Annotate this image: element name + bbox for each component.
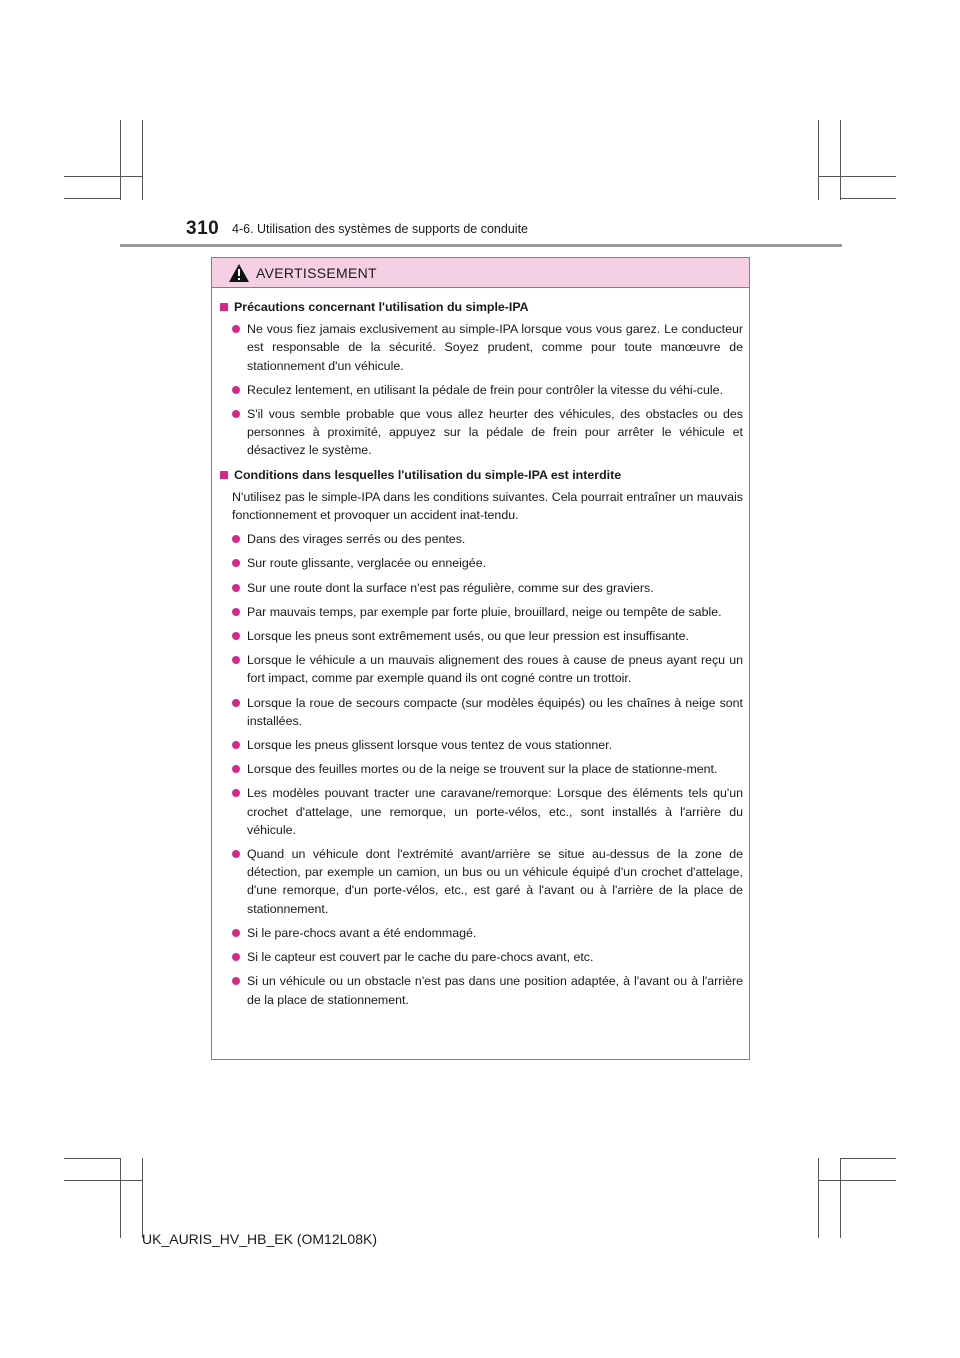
list-item: Lorsque la roue de secours compacte (sur modèles équipés) ou les chaînes à neige sont installées. — [232, 694, 743, 730]
crop-mark — [120, 1158, 121, 1238]
square-bullet-icon — [220, 303, 228, 311]
header-rule — [120, 244, 842, 247]
bullet-dot-icon — [232, 741, 240, 749]
bullet-dot-icon — [232, 699, 240, 707]
list-item: Lorsque le véhicule a un mauvais alignement des roues à cause de pneus ayant reçu un fort impact, comme par exemple quand ils ont cogné contre un trottoir. — [232, 651, 743, 687]
crop-mark — [840, 1158, 896, 1159]
bullet-dot-icon — [232, 535, 240, 543]
bullet-dot-icon — [232, 850, 240, 858]
list-item: Lorsque les pneus sont extrêmement usés, ou que leur pression est insuffisante. — [232, 627, 743, 645]
bullet-dot-icon — [232, 410, 240, 418]
list-item: Sur une route dont la surface n'est pas régulière, comme sur des graviers. — [232, 579, 743, 597]
list-item: S'il vous semble probable que vous allez heurter des véhicules, des obstacles ou des personnes à proximité, appuyez sur la pédale de frein pour arrêter le véhicule et désactivez le système. — [232, 405, 743, 460]
bullet-dot-icon — [232, 765, 240, 773]
warning-header — [212, 258, 749, 288]
list-item: Sur route glissante, verglacée ou enneigée. — [232, 554, 743, 572]
crop-mark — [840, 1158, 841, 1238]
section-title: 4-6. Utilisation des systèmes de supports de conduite — [232, 222, 528, 236]
bullet-dot-icon — [232, 789, 240, 797]
bullet-dot-icon — [232, 325, 240, 333]
bullet-dot-icon — [232, 584, 240, 592]
crop-mark — [120, 120, 121, 200]
crop-mark — [64, 198, 120, 199]
footer-code: UK_AURIS_HV_HB_EK (OM12L08K) — [142, 1231, 377, 1247]
crop-mark — [818, 176, 896, 177]
crop-mark — [818, 120, 819, 200]
warning-box — [211, 257, 750, 1060]
section-heading-text: Précautions concernant l'utilisation du simple-IPA — [234, 300, 529, 314]
list-item: Quand un véhicule dont l'extrémité avant/arrière se situe au-dessus de la zone de détection, par exemple un camion, un bus ou un véhicule équipé d'un crochet d'attelage, d'une remorque, d'un porte-vélos, etc., est garé à l'avant ou à l'arrière de la place de stationnement. — [232, 845, 743, 918]
list-item: Lorsque des feuilles mortes ou de la neige se trouvent sur la place de stationne-ment. — [232, 760, 743, 778]
crop-mark — [142, 1158, 143, 1238]
section-intro: N'utilisez pas le simple-IPA dans les conditions suivantes. Cela pourrait entraîner un mauvais fonctionnement et provoquer un accident inat-tendu. — [232, 489, 743, 523]
section-heading-text: Conditions dans lesquelles l'utilisation du simple-IPA est interdite — [234, 467, 622, 482]
crop-mark — [142, 120, 143, 200]
bullet-dot-icon — [232, 632, 240, 640]
warning-body — [212, 288, 749, 1009]
bullet-dot-icon — [232, 559, 240, 567]
bullet-dot-icon — [232, 929, 240, 937]
crop-mark — [64, 176, 142, 177]
crop-mark — [818, 1180, 896, 1181]
warning-title: AVERTISSEMENT — [256, 264, 377, 281]
bullet-dot-icon — [232, 977, 240, 985]
list-item: Si un véhicule ou un obstacle n'est pas dans une position adaptée, à l'avant ou à l'arrière de la place de stationnement. — [232, 972, 743, 1008]
list-item: Si le pare-chocs avant a été endommagé. — [232, 924, 743, 942]
list-item: Ne vous fiez jamais exclusivement au simple-IPA lorsque vous vous garez. Le conducteur est responsable de la sécurité. Soyez prudent, comme pour toute manœuvre de stationnement d'un véhicule. — [232, 320, 743, 375]
warning-triangle-icon — [228, 263, 250, 283]
crop-mark — [840, 120, 841, 200]
list-item: Par mauvais temps, par exemple par forte pluie, brouillard, neige ou tempête de sable. — [232, 603, 743, 621]
list-item: Si le capteur est couvert par le cache du pare-chocs avant, etc. — [232, 948, 743, 966]
list-item: Les modèles pouvant tracter une caravane/remorque: Lorsque des éléments tels qu'un crochet d'attelage, une remorque, un porte-vélos, etc., sont installés à l'arrière du véhicule. — [232, 784, 743, 839]
crop-mark — [840, 198, 896, 199]
square-bullet-icon — [220, 471, 228, 479]
list-item: Reculez lentement, en utilisant la pédale de frein pour contrôler la vitesse du véhi-cule. — [232, 381, 743, 399]
section-heading — [220, 298, 743, 316]
list-item: Lorsque les pneus glissent lorsque vous tentez de vous stationner. — [232, 736, 743, 754]
bullet-dot-icon — [232, 656, 240, 664]
bullet-dot-icon — [232, 386, 240, 394]
page-number: 310 — [186, 218, 220, 239]
section-heading — [220, 466, 743, 484]
crop-mark — [818, 1158, 819, 1238]
list-item: Dans des virages serrés ou des pentes. — [232, 530, 743, 548]
crop-mark — [64, 1180, 142, 1181]
crop-mark — [64, 1158, 120, 1159]
bullet-dot-icon — [232, 953, 240, 961]
bullet-dot-icon — [232, 608, 240, 616]
